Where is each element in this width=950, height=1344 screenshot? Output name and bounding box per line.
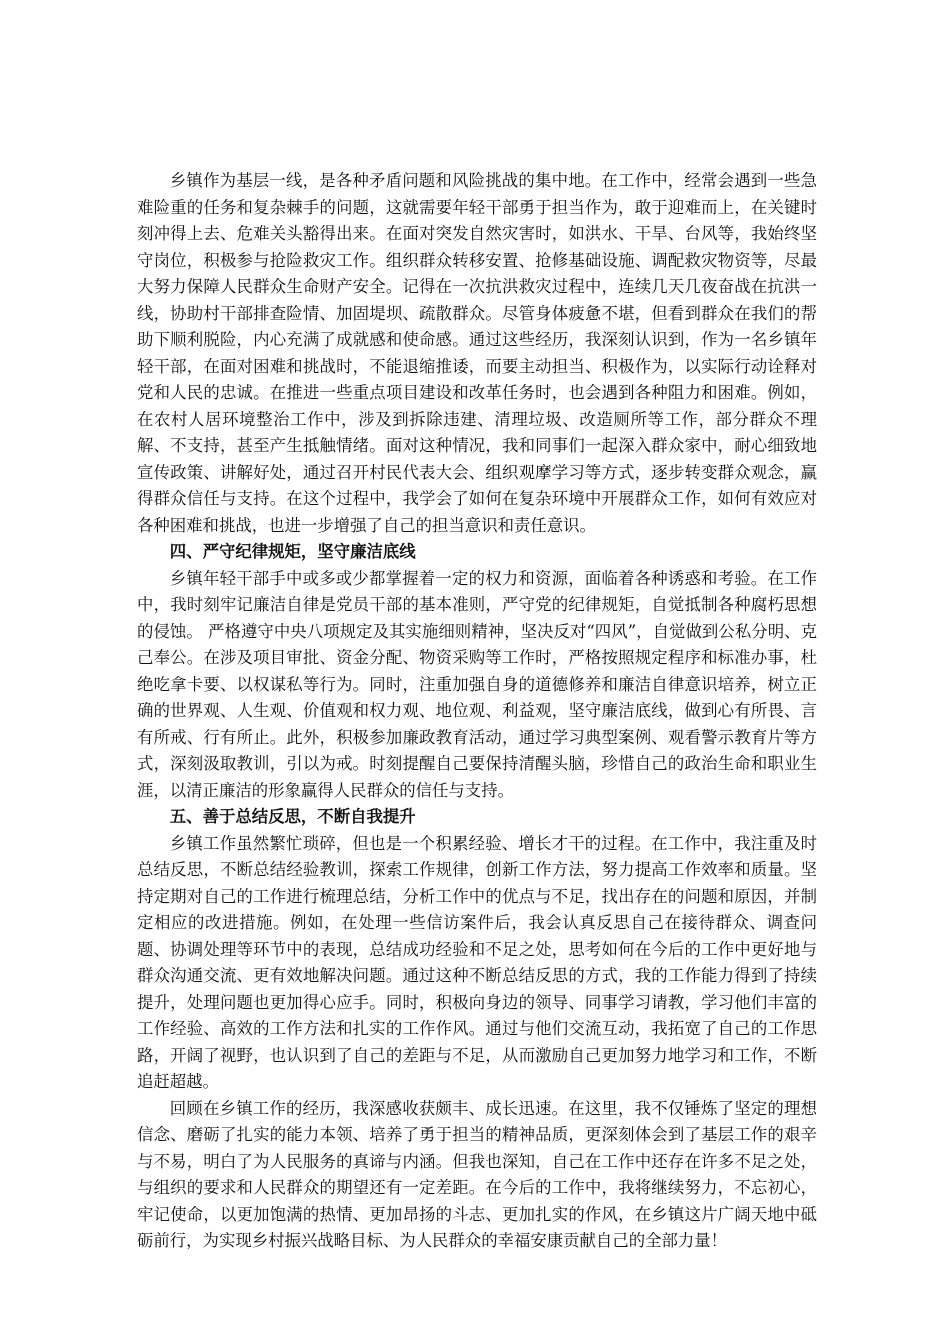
section-heading-reflection: 五、善于总结反思，不断自我提升 <box>169 807 416 826</box>
paragraph-conclusion: 回顾在乡镇工作的经历，我深感收获颇丰、成长迅速。在这里，我不仅锤炼了坚定的理想信念、磨砺了扎实的能力本领、培养了勇于担当的精神品质，更深刻体会到了基层工作的艰辛与不易，明白了为人民服务的真谛与内涵。但我也深知，自己在工作中还存在许多不足之处，与组织的要求和人民群众的期望还有一定差距。在今后的工作中，我将继续努力，不忘初心，牢记使命，以更加饱满的热情、更加昂扬的斗志、更加扎实的作风，在乡镇这片广阔天地中砥砺前行，为实现乡村振兴战略目标、为人民群众的幸福安康贡献自己的全部力量！ <box>137 1098 817 1250</box>
paragraph-self-improvement: 乡镇工作虽然繁忙琐碎，但也是一个积累经验、增长才干的过程。在工作中，我注重及时总结反思，不断总结经验教训，探索工作规律，创新工作方法，努力提高工作效率和质量。坚持定期对自己的工作进行梳理总结，分析工作中的优点与不足，找出存在的问题和原因，并制定相应的改进措施。例如，在处理一些信访案件后，我会认真反思自己在接待群众、调查问题、协调处理等环节中的表现，总结成功经验和不足之处，思考如何在今后的工作中更好地与群众沟通交流、更有效地解决问题。通过这种不断总结反思的方式，我的工作能力得到了持续提升，处理问题也更加得心应手。同时，积极向身边的领导、同事学习请教，学习他们丰富的工作经验、高效的工作方法和扎实的工作作风。通过与他们交流互动，我拓宽了自己的工作思路，开阔了视野，也认识到了自己的差距与不足，从而激励自己更加努力地学习和工作，不断追赶超越。 <box>137 833 817 1091</box>
section-heading-discipline: 四、严守纪律规矩，坚守廉洁底线 <box>169 542 416 561</box>
paragraph-integrity: 乡镇年轻干部手中或多或少都掌握着一定的权力和资源，面临着各种诱惑和考验。在工作中，我时刻牢记廉洁自律是党员干部的基本准则，严守党的纪律规矩，自觉抵制各种腐朽思想的侵蚀。 严格遵守中央八项规定及其实施细则精神，坚决反对“四风”，自觉做到公私分明、克己奉公。在涉及项目审批、资金分配、物资采购等工作时，严格按照规定程序和标准办事，杜绝吃拿卡要、以权谋私等行为。同时，注重加强自身的道德修养和廉洁自律意识培养，树立正确的世界观、人生观、价值观和权力观、地位观、利益观，坚守廉洁底线，做到心有所畏、言有所戒、行有所止。此外，积极参加廉政教育活动，通过学习典型案例、观看警示教育片等方式，深刻汲取教训，引以为戒。时刻提醒自己要保持清醒头脑，珍惜自己的政治生命和职业生涯，以清正廉洁的形象赢得人民群众的信任与支持。 <box>137 568 817 800</box>
paragraph-taking-responsibility: 乡镇作为基层一线，是各种矛盾问题和风险挑战的集中地。在工作中，经常会遇到一些急难险重的任务和复杂棘手的问题，这就需要年轻干部勇于担当作为，敢于迎难而上，在关键时刻冲得上去、危难关头豁得出来。在面对突发自然灾害时，如洪水、干旱、台风等，我始终坚守岗位，积极参与抢险救灾工作。组织群众转移安置、抢修基础设施、调配救灾物资等，尽最大努力保障人民群众生命财产安全。记得在一次抗洪救灾过程中，连续几天几夜奋战在抗洪一线，协助村干部排查险情、加固堤坝、疏散群众。尽管身体疲惫不堪，但看到群众在我们的帮助下顺利脱险，内心充满了成就感和使命感。通过这些经历，我深刻认识到，作为一名乡镇年轻干部，在面对困难和挑战时，不能退缩推诿，而要主动担当、积极作为，以实际行动诠释对党和人民的忠诚。在推进一些重点项目建设和改革任务时，也会遇到各种阻力和困难。例如，在农村人居环境整治工作中，涉及到拆除违建、清理垃圾、改造厕所等工作，部分群众不理解、不支持，甚至产生抵触情绪。面对这种情况，我和同事们一起深入群众家中，耐心细致地宣传政策、讲解好处，通过召开村民代表大会、组织观摩学习等方式，逐步转变群众观念，赢得群众信任与支持。在这个过程中，我学会了如何在复杂环境中开展群众工作，如何有效应对各种困难和挑战，也进一步增强了自己的担当意识和责任意识。 <box>137 171 817 535</box>
document-body <box>137 168 817 1255</box>
